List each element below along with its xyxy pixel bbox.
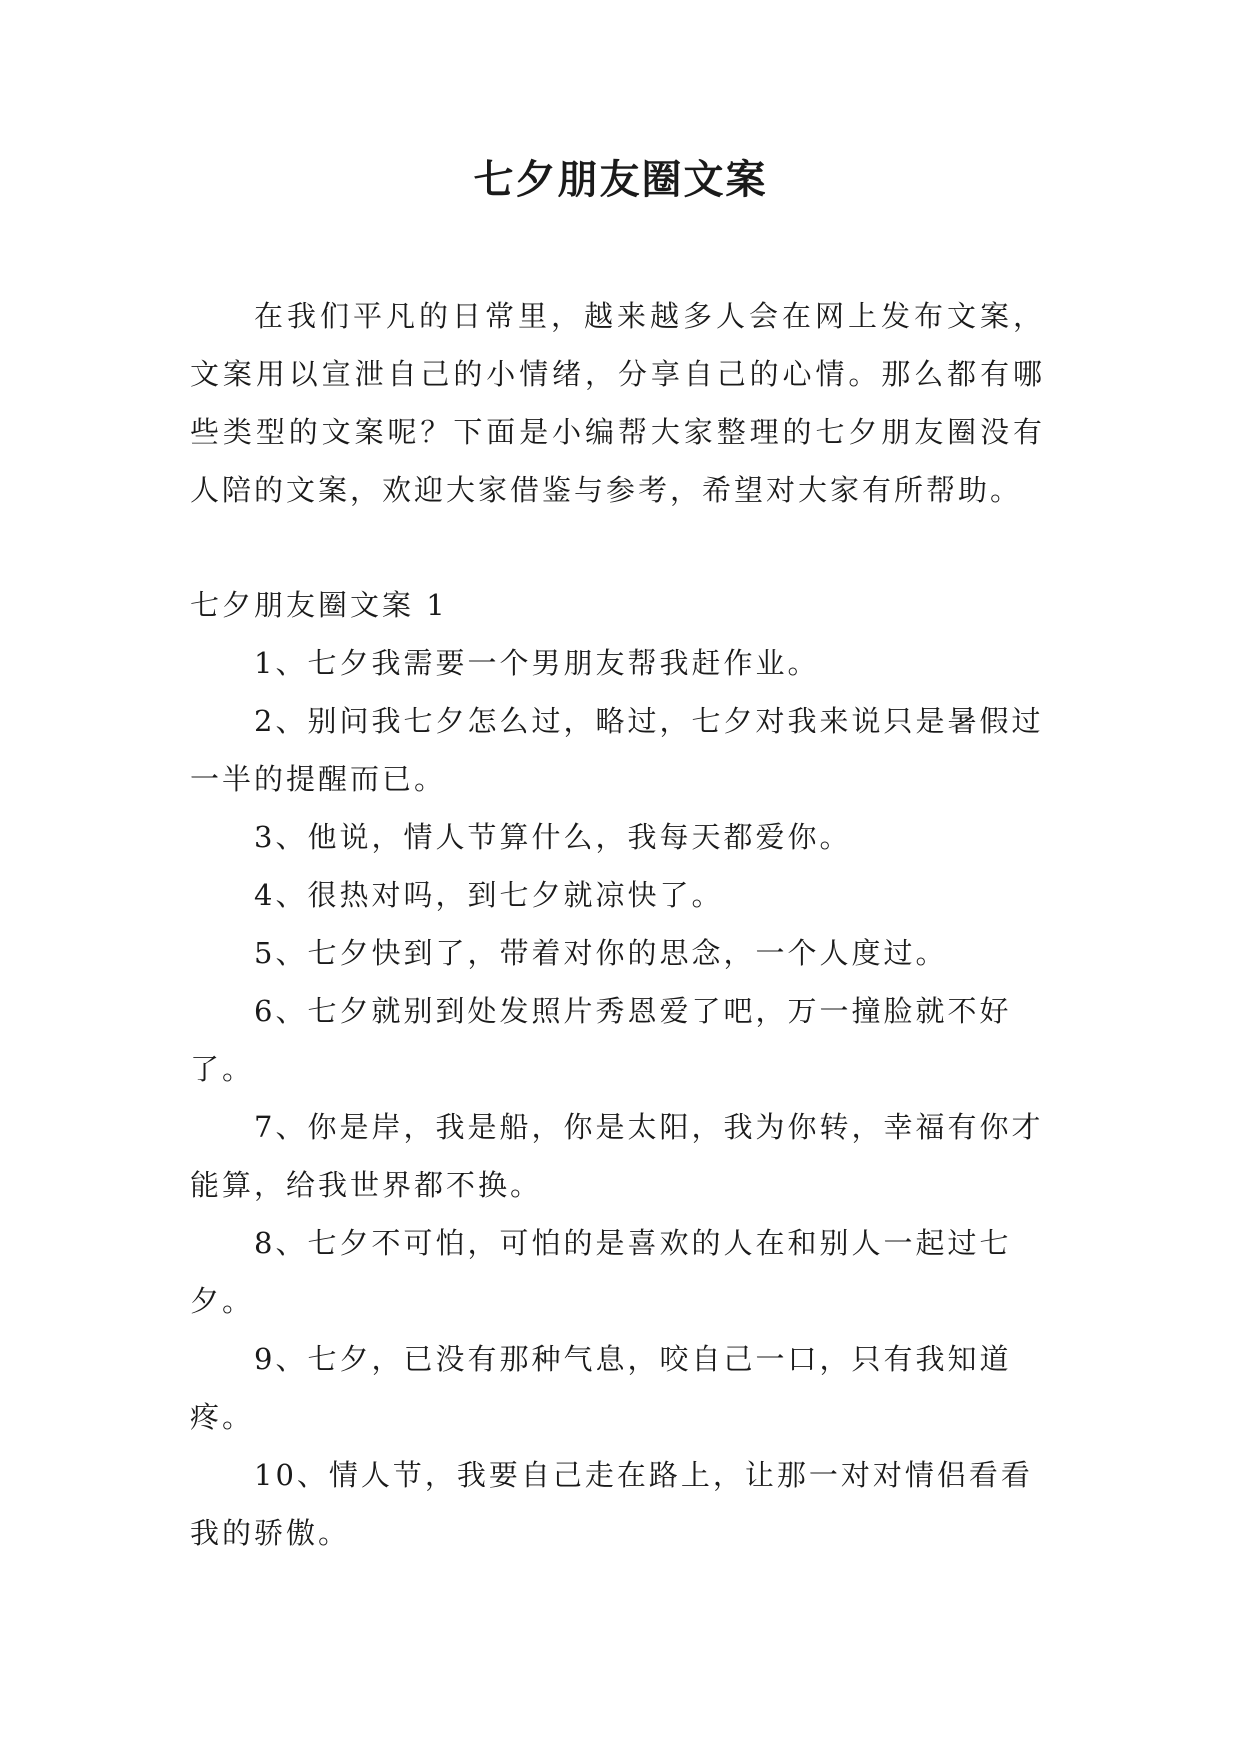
intro-paragraph: 在我们平凡的日常里，越来越多人会在网上发布文案，文案用以宣泄自己的小情绪，分享自己的心情。那么都有哪些类型的文案呢？下面是小编帮大家整理的七夕朋友圈没有人陪的文案，欢迎大家借鉴与参考，希望对大家有所帮助。: [190, 299, 1045, 507]
list-item: 9、七夕，已没有那种气息，咬自己一口，只有我知道疼。: [190, 1342, 1012, 1434]
list-item: 2、别问我七夕怎么过，略过，七夕对我来说只是暑假过一半的提醒而已。: [190, 704, 1044, 796]
list-item: 10、情人节，我要自己走在路上，让那一对对情侣看看我的骄傲。: [190, 1458, 1033, 1550]
list-item: 6、七夕就别到处发照片秀恩爱了吧，万一撞脸就不好了。: [190, 994, 1012, 1086]
list-item: 5、七夕快到了，带着对你的思念，一个人度过。: [254, 936, 948, 970]
list-item: 3、他说，情人节算什么，我每天都爱你。: [254, 820, 852, 854]
list-item: 8、七夕不可怕，可怕的是喜欢的人在和别人一起过七夕。: [190, 1226, 1012, 1318]
list-item: 1、七夕我需要一个男朋友帮我赶作业。: [254, 646, 820, 680]
document-title: 七夕朋友圈文案: [473, 156, 768, 203]
section-heading: 七夕朋友圈文案 1: [190, 588, 448, 622]
list-item: 4、很热对吗，到七夕就凉快了。: [254, 878, 724, 912]
copy-list: [190, 634, 1045, 1562]
list-item: 7、你是岸，我是船，你是太阳，我为你转，幸福有你才能算，给我世界都不换。: [190, 1110, 1044, 1202]
